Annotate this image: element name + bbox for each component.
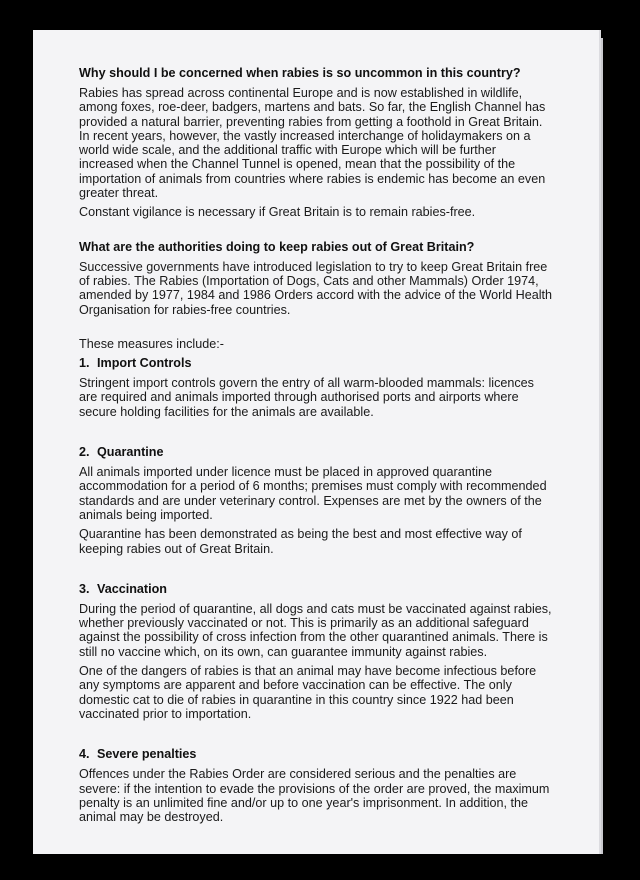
paragraph-constant-vigilance: Constant vigilance is necessary if Great Britain is to remain rabies-free. [79, 205, 476, 220]
paragraph-legislation: Successive governments have introduced legislation to try to keep Great Britain free of rabies. The Rabies (Importation of Dogs, Cats and other Mammals) Order 1974, amended by 1977, 1984 and 1986 Orders accord with the advice of the World Health Organisation for rabies-free countries. [79, 259, 553, 317]
measure-heading-quarantine [79, 445, 554, 460]
measure-number: 2. [79, 445, 90, 460]
heading-why-concerned: Why should I be concerned when rabies is so uncommon in this country? [79, 66, 521, 80]
measure-heading-import-controls [79, 356, 554, 371]
paragraph-quarantine-2: Quarantine has been demonstrated as being the best and most effective way of keeping rabies out of Great Britain. [79, 527, 522, 556]
paragraph-import-controls: Stringent import controls govern the entry of all warm-blooded mammals: licences are required and animals imported through authorised ports and airports where secure holding facilities for the animals are available. [79, 376, 534, 419]
paragraph-vaccination-1: During the period of quarantine, all dogs and cats must be vaccinated against rabies, whether previously vaccinated or not. This is primarily as an additional safeguard against the possibility of cross infection from the other quarantined animals. There is still no vaccine which, on its own, can guarantee immunity against rabies. [79, 601, 552, 659]
measure-number: 1. [79, 356, 90, 371]
measure-title: Severe penalties [97, 747, 197, 762]
document-content [79, 66, 554, 824]
document-page [33, 30, 599, 854]
page-edge [599, 38, 603, 854]
heading-authorities: What are the authorities doing to keep rabies out of Great Britain? [79, 239, 475, 254]
measure-heading-severe-penalties [79, 747, 554, 762]
paragraph-vaccination-2: One of the dangers of rabies is that an animal may have become infectious before any symptoms are apparent and before vaccination can be effective. The only domestic cat to die of rabies in quarantine in this country since 1922 had been vaccinated prior to importation. [79, 664, 537, 721]
measure-number: 4. [79, 747, 90, 762]
measure-title: Import Controls [97, 356, 192, 371]
measure-number: 3. [79, 581, 90, 596]
measure-title: Vaccination [97, 581, 167, 596]
paragraph-rabies-spread: Rabies has spread across continental Europe and is now established in wildlife, among foxes, roe-deer, badgers, martens and bats. So far, the English Channel has provided a natural barrier, preventing rabies from getting a foothold in Great Britain. In recent years, however, the vastly increased interchange of holidaymakers on a world wide scale, and the additional traffic with Europe which will be further increased when the Channel Tunnel is opened, mean that the possibility of the importation of animals from countries where rabies is endemic has become an even greater threat. [79, 86, 546, 201]
measures-intro: These measures include:- [79, 336, 224, 351]
measure-heading-vaccination [79, 582, 554, 597]
paragraph-severe-penalties: Offences under the Rabies Order are considered serious and the penalties are severe: if the intention to evade the provisions of the order are proved, the maximum penalty is an unlimited fine and/or up to one year's imprisonment. In addition, the animal may be destroyed. [79, 767, 550, 825]
paragraph-quarantine-1: All animals imported under licence must be placed in approved quarantine accommodation for a period of 6 months; premises must comply with recommended standards and are under veterinary control. Expenses are met by the owners of the animals being imported. [79, 465, 547, 522]
measure-title: Quarantine [97, 445, 164, 460]
